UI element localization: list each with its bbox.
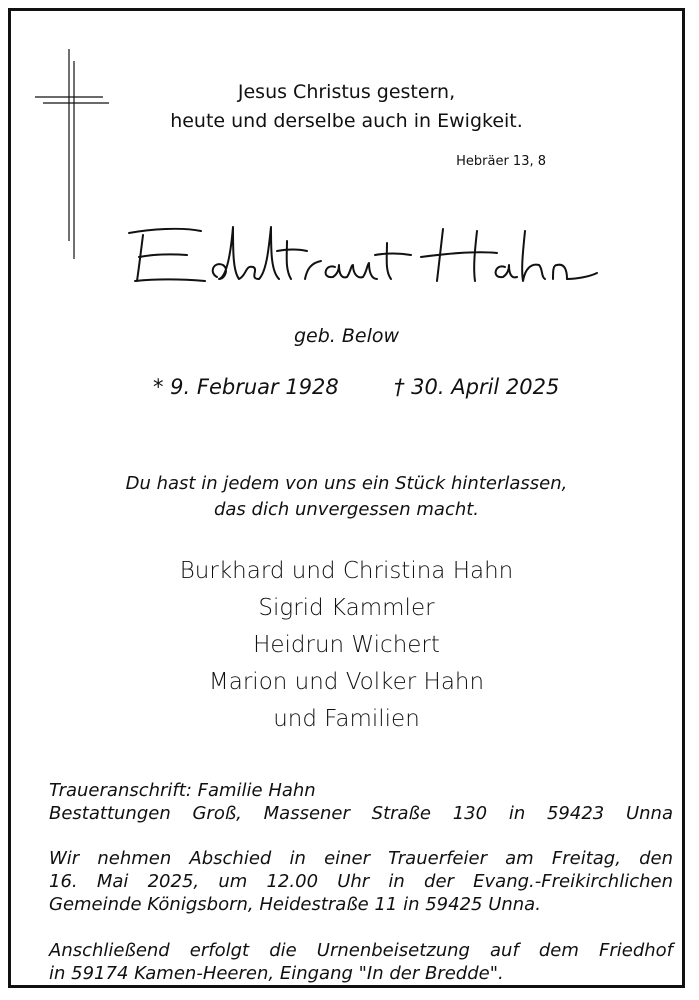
funeral-announcement: [49, 847, 673, 916]
mourner-item: Sigrid Kammler: [258, 595, 435, 621]
funeral-line-3: Gemeinde Königsborn, Heidestraße 11 in 59425 Unna.: [49, 894, 541, 915]
birth-name: geb. Below: [293, 325, 400, 347]
mourning-address: [49, 779, 673, 825]
obituary-frame: [8, 8, 685, 988]
birth-date: * 9. Februar 1928: [153, 375, 339, 399]
burial-announcement: [49, 939, 673, 985]
funeral-line-1: Wir nehmen Abschied in einer Trauerfeier am Freitag, den: [49, 848, 673, 869]
burial-line-2: in 59174 Kamen-Heeren, Eingang "In der Bredde".: [49, 963, 504, 984]
cross-icon: [11, 11, 131, 271]
verse-line-2: heute und derselbe auch in Ewigkeit.: [170, 110, 523, 132]
verse-line-1: Jesus Christus gestern,: [237, 81, 456, 103]
mourner-item: Marion und Volker Hahn: [208, 669, 485, 695]
quote-line-1: Du hast in jedem von uns ein Stück hinterlassen,: [125, 473, 568, 494]
mourner-item: Burkhard und Christina Hahn: [179, 558, 514, 584]
burial-line-1: Anschließend erfolgt die Urnenbeisetzung auf dem Friedhof: [49, 940, 673, 961]
mourner-item: Heidrun Wichert: [253, 632, 440, 658]
quote-line-2: das dich unvergessen macht.: [213, 499, 480, 520]
death-date: † 30. April 2025: [394, 375, 560, 399]
bible-verse: [71, 78, 622, 136]
handwritten-name-signature: [121, 221, 601, 291]
address-line-2: Bestattungen Groß, Massener Straße 130 in 59423 Unna: [49, 803, 673, 824]
verse-reference: Hebräer 13, 8: [456, 154, 546, 169]
mourners-list: [11, 553, 682, 738]
memorial-quote: [11, 471, 682, 523]
address-line-1: Traueranschrift: Familie Hahn: [49, 780, 316, 801]
funeral-line-2: 16. Mai 2025, um 12.00 Uhr in der Evang.-Freikirchlichen: [49, 871, 673, 892]
mourner-item: und Familien: [273, 706, 420, 732]
